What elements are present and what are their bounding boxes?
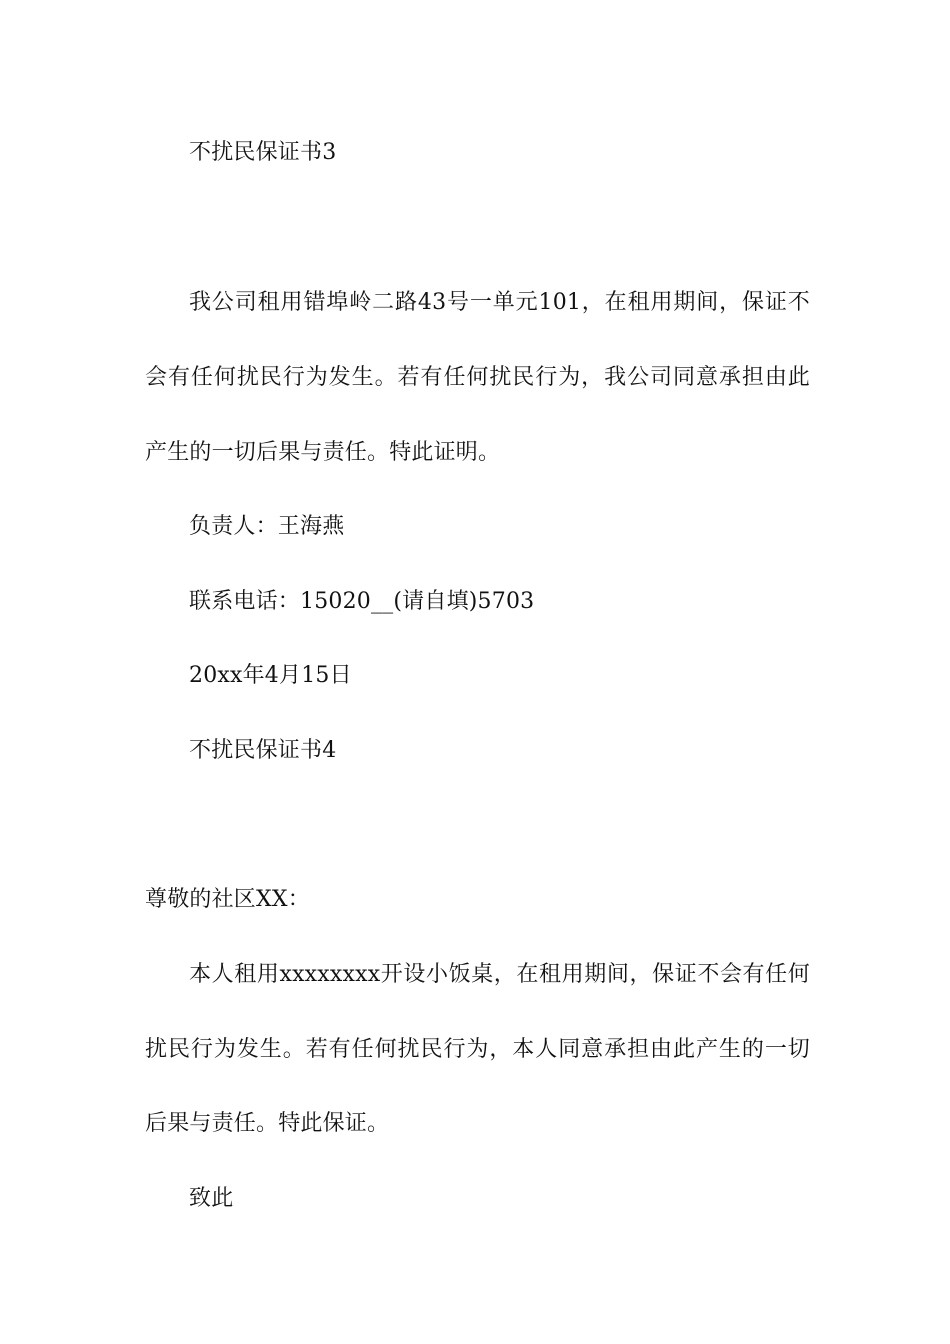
salutation: 尊敬的社区XX： bbox=[145, 887, 310, 912]
section-4-paragraph-line-2: 扰民行为发生。若有任何扰民行为，本人同意承担由此产生的一切 bbox=[145, 1037, 810, 1062]
contact-phone: 联系电话：15020__(请自填)5703 bbox=[189, 589, 535, 614]
section-4-paragraph-line-1: 本人租用xxxxxxxx开设小饭桌，在租用期间，保证不会有任何 bbox=[189, 962, 810, 987]
section-4-paragraph-line-3: 后果与责任。特此保证。 bbox=[145, 1111, 390, 1136]
section-3-paragraph-line-3: 产生的一切后果与责任。特此证明。 bbox=[145, 440, 501, 465]
document-date: 20xx年4月15日 bbox=[189, 663, 352, 688]
section-3-title: 不扰民保证书3 bbox=[189, 140, 337, 165]
section-3-paragraph-line-2: 会有任何扰民行为发生。若有任何扰民行为，我公司同意承担由此 bbox=[145, 365, 810, 390]
section-4-title: 不扰民保证书4 bbox=[189, 738, 337, 763]
responsible-person: 负责人：王海燕 bbox=[189, 514, 345, 539]
closing: 致此 bbox=[189, 1186, 234, 1211]
section-3-paragraph-line-1: 我公司租用错埠岭二路43号一单元101，在租用期间，保证不 bbox=[189, 290, 810, 315]
